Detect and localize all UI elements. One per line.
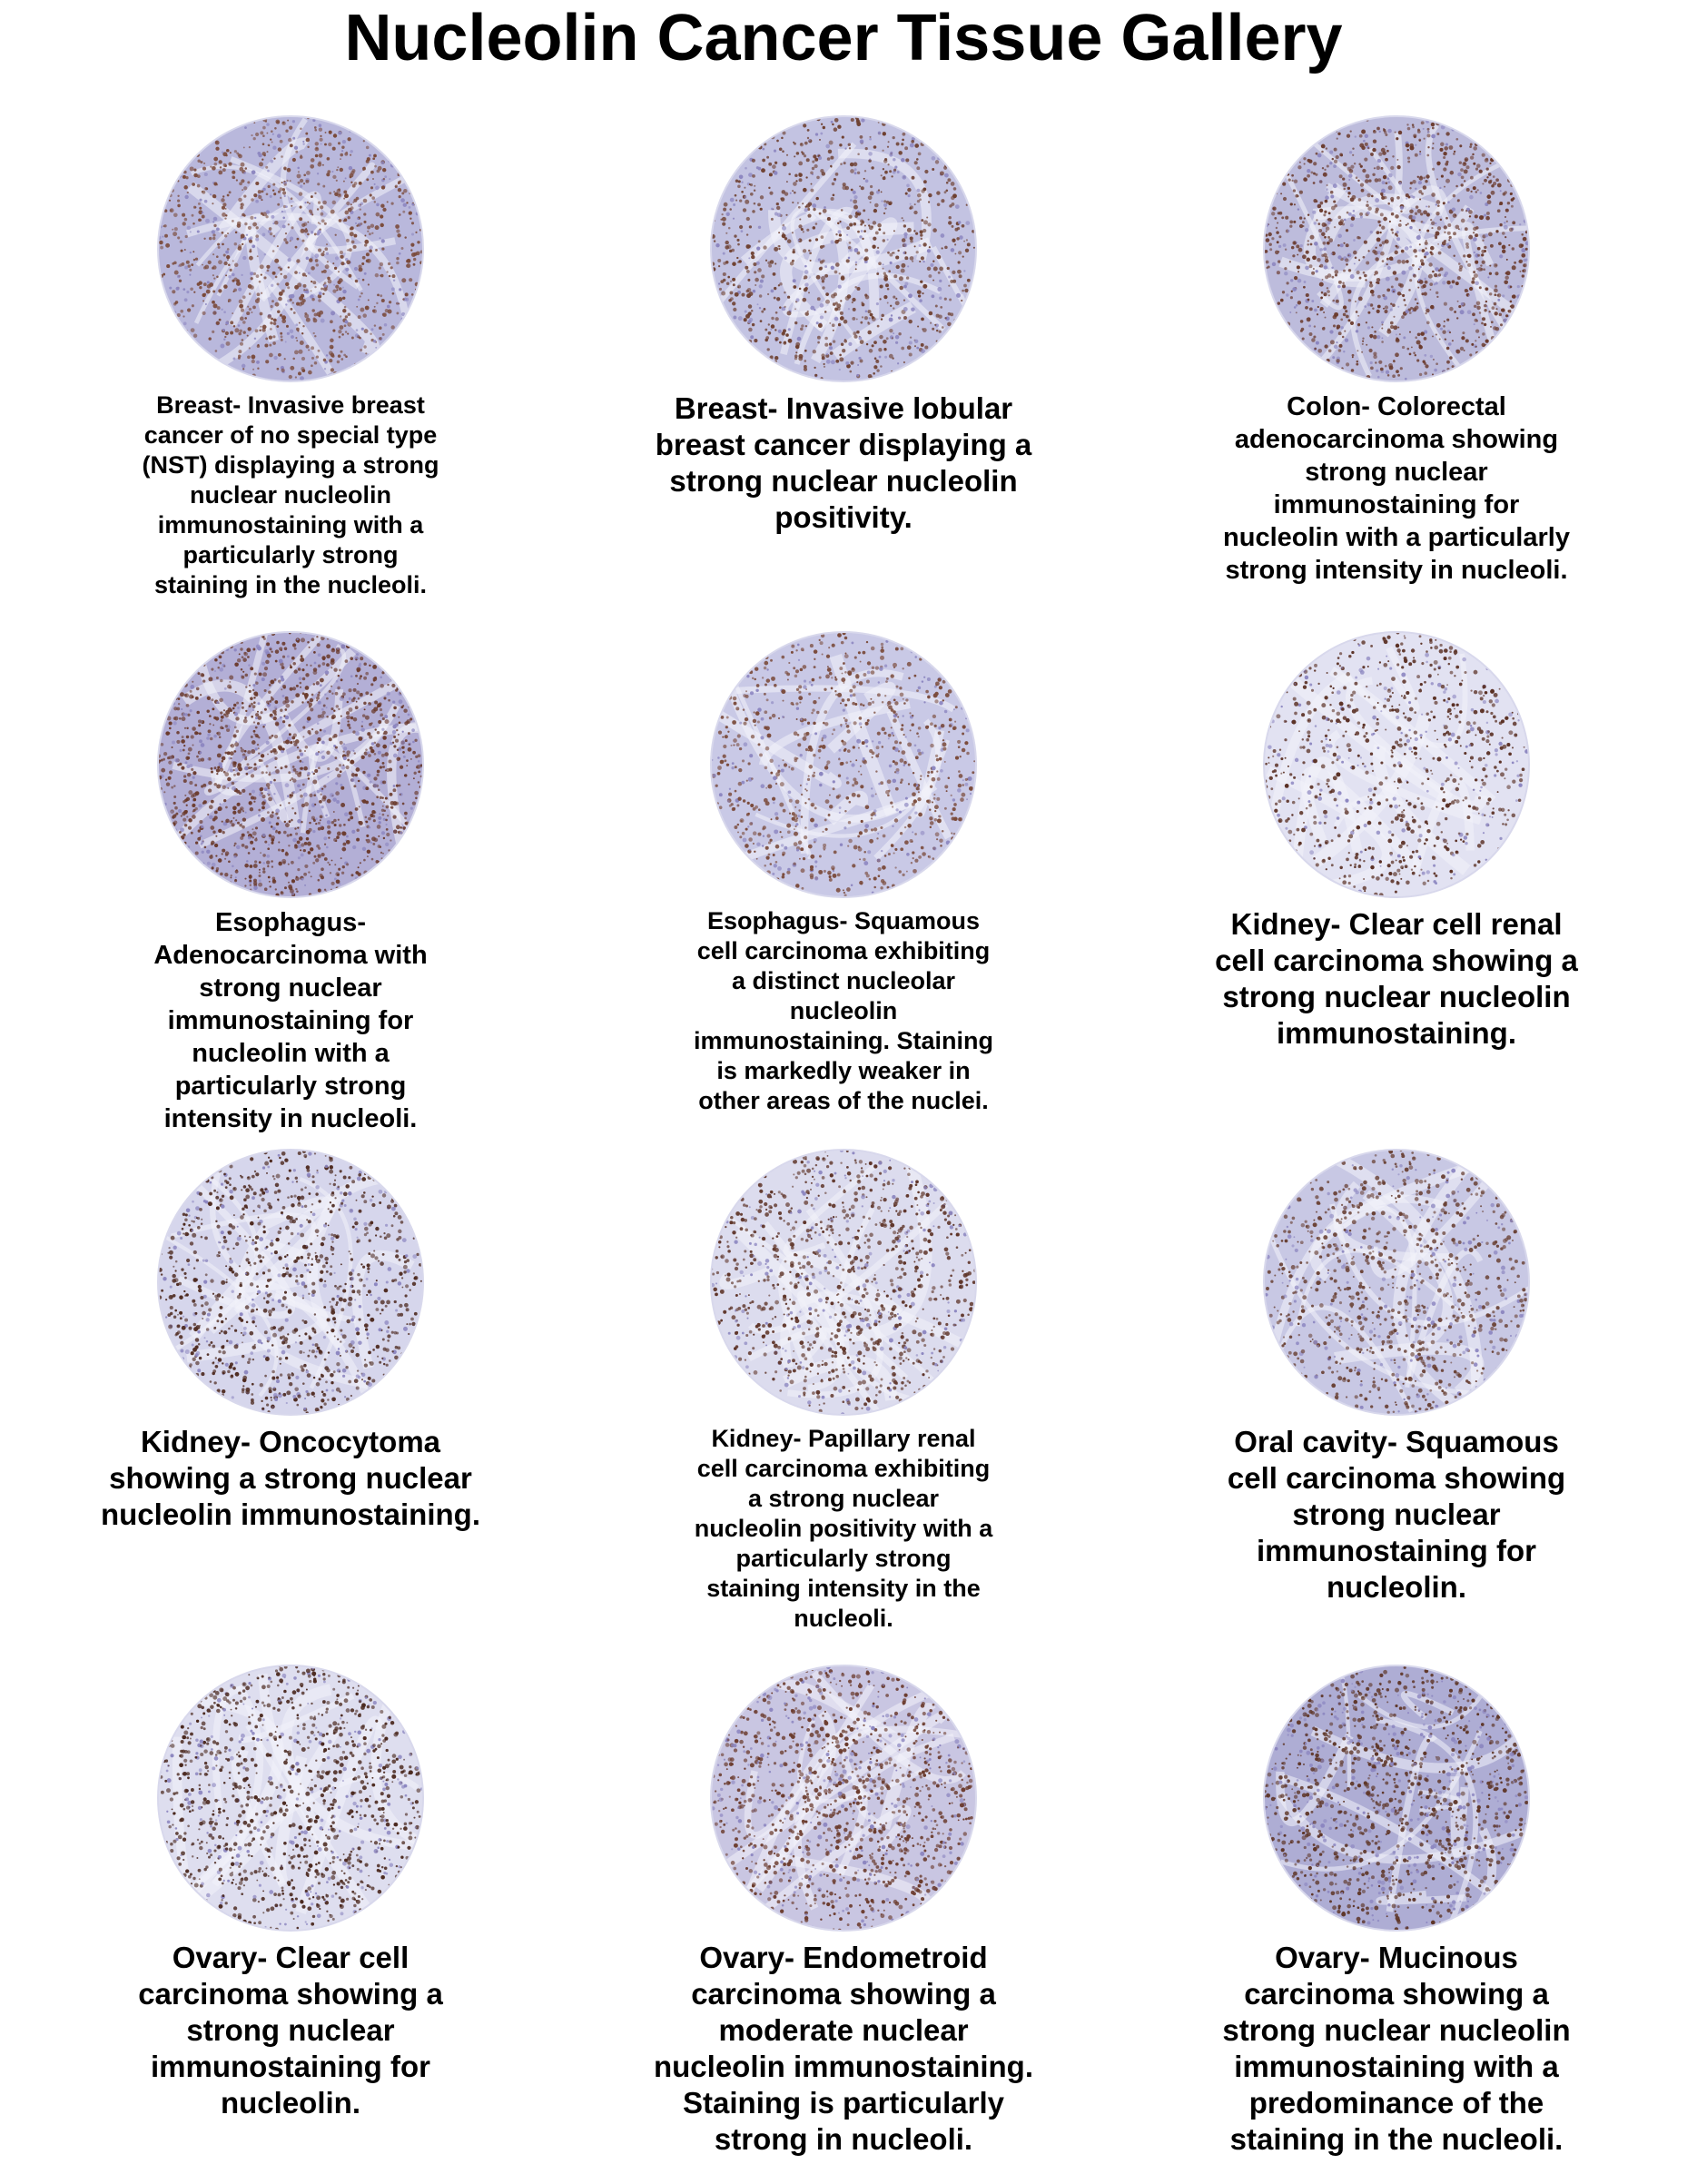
tissue-card [36, 1662, 545, 2121]
tissue-caption: Oral cavity- Squamous cell carcinoma showing strong nuclear immunostaining for nucleolin. [1227, 1425, 1566, 1604]
tissue-core-image [1260, 628, 1533, 901]
tissue-core-image [154, 1662, 427, 1934]
tissue-caption: Kidney- Papillary renal cell carcinoma exhibiting a strong nuclear nucleolin positivity with a particularly strong staining intensity in the nucleoli. [694, 1425, 993, 1632]
tissue-caption: Ovary- Clear cell carcinoma showing a strong nuclear immunostaining for nucleolin. [138, 1941, 443, 2120]
tissue-card [36, 1146, 545, 1533]
tissue-card [1142, 1146, 1651, 1606]
tissue-caption: Breast- Invasive breast cancer of no special type (NST) displaying a strong nuclear nucleolin immunostaining with a particularly strong staining in the nucleoli. [142, 391, 439, 598]
tissue-caption: Ovary- Mucinous carcinoma showing a strong nuclear nucleolin immunostaining with a predominance of the staining in the nucleoli. [1222, 1941, 1571, 2156]
tissue-core-image [1260, 1662, 1533, 1934]
tissue-card [1142, 628, 1651, 1052]
tissue-core-image [154, 113, 427, 385]
tissue-core-image [1260, 113, 1533, 385]
tissue-caption: Kidney- Oncocytoma showing a strong nuclear nucleolin immunostaining. [100, 1425, 480, 1531]
tissue-core-image [154, 628, 427, 901]
page-title: Nucleolin Cancer Tissue Gallery [344, 2, 1343, 74]
tissue-caption: Kidney- Clear cell renal cell carcinoma showing a strong nuclear nucleolin immunostaining. [1215, 907, 1578, 1050]
tissue-core-image [707, 628, 980, 901]
tissue-core-image [707, 1146, 980, 1418]
tissue-caption: Esophagus- Squamous cell carcinoma exhibiting a distinct nucleolar nucleolin immunostaining. Staining is markedly weaker in other areas of the nuclei. [694, 907, 993, 1114]
tissue-core-image [707, 1662, 980, 1934]
tissue-core-image [707, 113, 980, 385]
tissue-card [36, 628, 545, 1135]
tissue-card [589, 113, 1098, 536]
tissue-card [1142, 1662, 1651, 2158]
tissue-caption: Ovary- Endometroid carcinoma showing a moderate nuclear nucleolin immunostaining. Staining is particularly strong in nucleoli. [653, 1941, 1033, 2156]
tissue-caption: Breast- Invasive lobular breast cancer displaying a strong nuclear nucleolin positivity. [655, 391, 1032, 534]
tissue-card [36, 113, 545, 600]
tissue-core-image [154, 1146, 427, 1418]
tissue-core-image [1260, 1146, 1533, 1418]
tissue-card [589, 628, 1098, 1116]
tissue-card [589, 1662, 1098, 2158]
tissue-card [1142, 113, 1651, 587]
tissue-caption: Colon- Colorectal adenocarcinoma showing strong nuclear immunostaining for nucleolin with a particularly strong intensity in nucleoli. [1223, 392, 1570, 585]
tissue-card [589, 1146, 1098, 1634]
tissue-caption: Esophagus- Adenocarcinoma with strong nuclear immunostaining for nucleolin with a particularly strong intensity in nucleoli. [153, 908, 428, 1133]
